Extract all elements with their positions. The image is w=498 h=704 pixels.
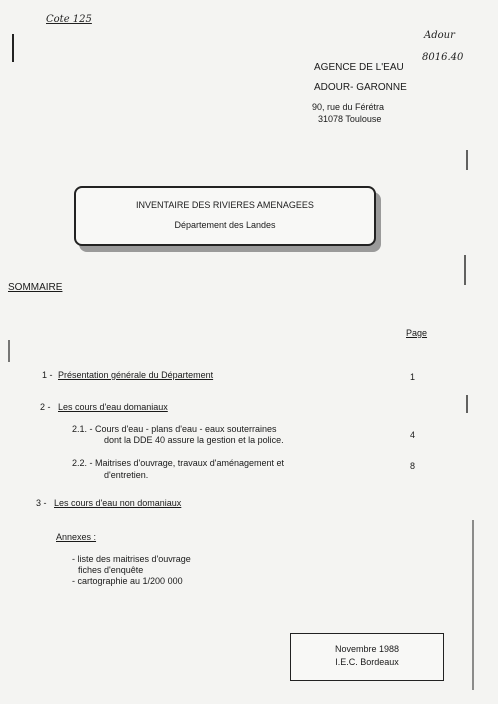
title-box: [74, 186, 376, 246]
footer-box: [290, 633, 444, 681]
toc-item-2-1-line2: dont la DDE 40 assure la gestion et la police.: [104, 435, 284, 445]
toc-item-1-page: 1: [410, 372, 416, 382]
scan-edge-right-1: [466, 150, 468, 170]
annotation-cote: Cote 125: [46, 14, 92, 25]
scan-edge-right-4: [472, 520, 474, 690]
toc-item-2-2-page: 8: [410, 461, 416, 471]
agency-region: ADOUR- GARONNE: [314, 82, 407, 93]
annotation-number: 8016.40: [422, 52, 464, 63]
scan-mark-left: [8, 340, 10, 362]
toc-item-2-1-line1: 2.1. - Cours d'eau - plans d'eau - eaux souterraines: [72, 424, 277, 434]
toc-item-2-2-line1: 2.2. - Maitrises d'ouvrage, travaux d'aménagement et: [72, 458, 285, 468]
footer-organization: I.E.C. Bordeaux: [335, 657, 399, 667]
document-title: INVENTAIRE DES RIVIERES AMENAGEES: [136, 200, 314, 210]
agency-name: AGENCE DE L'EAU: [314, 62, 404, 73]
annotation-adour: Adour: [424, 30, 455, 41]
annexes-line-2: fiches d'enquête: [78, 565, 144, 575]
toc-item-2-2-line2: d'entretien.: [104, 470, 149, 480]
footer-date: Novembre 1988: [334, 644, 400, 654]
annexes-line-3: - cartographie au 1/200 000: [72, 576, 183, 586]
agency-city: 31078 Toulouse: [318, 114, 382, 124]
document-subtitle: Département des Landes: [174, 220, 276, 230]
sommaire-heading: SOMMAIRE: [8, 282, 63, 293]
annexes-line-1: - liste des maitrises d'ouvrage: [72, 554, 191, 564]
scan-edge-right-2: [464, 255, 466, 285]
page-column-label: Page: [406, 328, 428, 338]
scan-edge-left: [12, 34, 14, 62]
toc-item-3-label: Les cours d'eau non domaniaux: [54, 498, 182, 508]
agency-street: 90, rue du Férétra: [312, 102, 385, 112]
toc-item-1-number: 1 -: [42, 370, 53, 380]
toc-item-2-number: 2 -: [40, 402, 51, 412]
scan-edge-right-3: [466, 395, 468, 413]
toc-item-2-1-page: 4: [410, 430, 416, 440]
toc-item-2-label: Les cours d'eau domaniaux: [58, 402, 168, 412]
annexes-heading: Annexes :: [56, 532, 97, 542]
toc-item-1-label: Présentation générale du Département: [58, 370, 214, 380]
toc-item-3-number: 3 -: [36, 498, 47, 508]
